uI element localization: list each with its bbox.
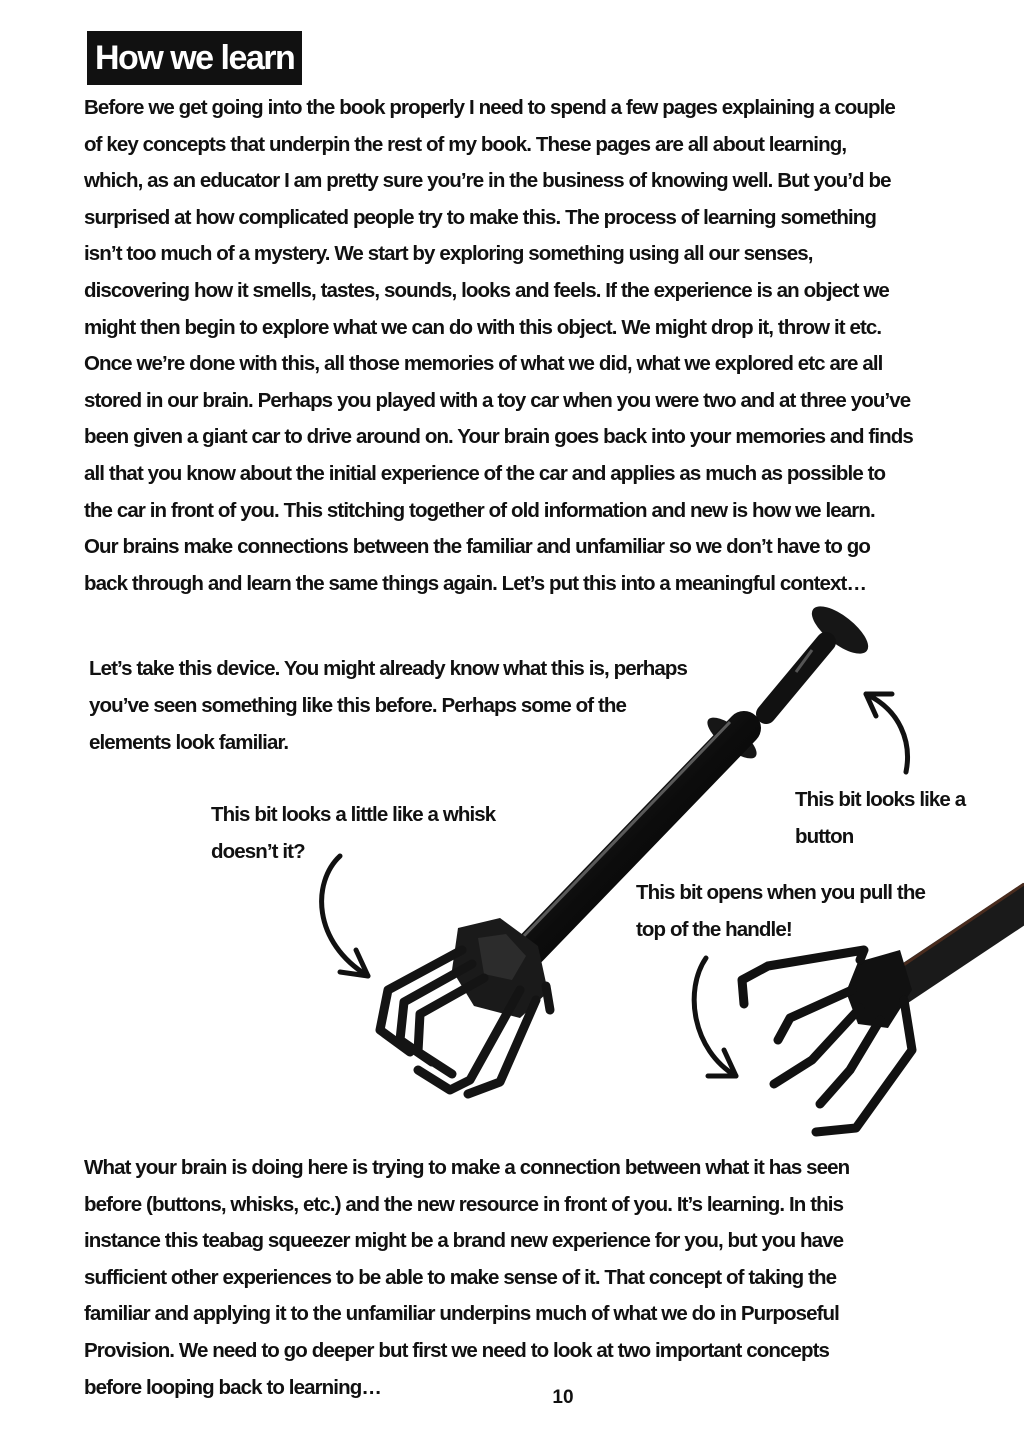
callout-line: button — [795, 825, 854, 848]
callout-opens — [636, 874, 925, 948]
callout-whisk — [211, 796, 495, 870]
intro-line: back through and learn the same things again. Let’s put this into a meaningful context… — [84, 571, 867, 595]
intro-line: all that you know about the initial experience of the car and applies as much as possible to — [84, 461, 886, 485]
intro-line: Before we get going into the book properly I need to spend a few pages explaining a couple — [84, 96, 895, 119]
callout-line: top of the handle! — [636, 918, 792, 941]
page-number: 10 — [552, 1387, 574, 1408]
page-title: How we learn — [87, 31, 302, 85]
intro-line: surprised at how complicated people try to make this. The process of learning something — [84, 205, 876, 229]
intro-line: stored in our brain. Perhaps you played with a toy car when you were two and at three you’ve — [84, 388, 911, 412]
intro-line: isn’t too much of a mystery. We start by exploring something using all our senses, — [84, 242, 813, 266]
intro-line: which, as an educator I am pretty sure you’re in the business of knowing well. But you’d be — [84, 169, 891, 193]
callout-line: Let’s take this device. You might already know what this is, perhaps — [89, 657, 688, 680]
outro-line: What your brain is doing here is trying to make a connection between what it has seen — [84, 1156, 850, 1179]
callout-line: doesn’t it? — [211, 840, 305, 863]
callout-line: This bit looks like a — [795, 788, 966, 811]
callout-line: This bit looks a little like a whisk — [211, 803, 496, 826]
outro-line: instance this teabag squeezer might be a brand new experience for you, but you have — [84, 1229, 844, 1253]
intro-line: Our brains make connections between the familiar and unfamiliar so we don’t have to go — [84, 535, 871, 559]
outro-line: familiar and applying it to the unfamiliar underpins much of what we do in Purposeful — [84, 1302, 839, 1326]
callout-line: elements look familiar. — [89, 731, 289, 754]
intro-line: discovering how it smells, tastes, sounds, looks and feels. If the experience is an object we — [84, 278, 889, 302]
intro-line: been given a giant car to drive around on. Your brain goes back into your memories and finds — [84, 425, 913, 449]
callout-device-intro — [89, 650, 687, 761]
intro-line: of key concepts that underpin the rest of my book. These pages are all about learning, — [84, 132, 847, 156]
outro-line: sufficient other experiences to be able to make sense of it. That concept of taking the — [84, 1265, 837, 1289]
intro-line: Once we’re done with this, all those memories of what we did, what we explored etc are all — [84, 352, 883, 376]
intro-line: might then begin to explore what we can do with this object. We might drop it, throw it etc. — [84, 315, 882, 339]
outro-paragraph — [84, 1150, 849, 1406]
intro-line: the car in front of you. This stitching together of old information and new is how we learn. — [84, 498, 875, 522]
callout-line: This bit opens when you pull the — [636, 881, 925, 904]
device-plunger-rod — [766, 642, 826, 714]
outro-line: Provision. We need to go deeper but first we need to look at two important concepts — [84, 1338, 830, 1362]
outro-line: before looping back to learning… — [84, 1375, 381, 1399]
callout-line: you’ve seen something like this before. Perhaps some of the — [89, 694, 627, 717]
outro-line: before (buttons, whisks, etc.) and the new resource in front of you. It’s learning. In this — [84, 1192, 844, 1216]
callout-button — [795, 781, 965, 855]
